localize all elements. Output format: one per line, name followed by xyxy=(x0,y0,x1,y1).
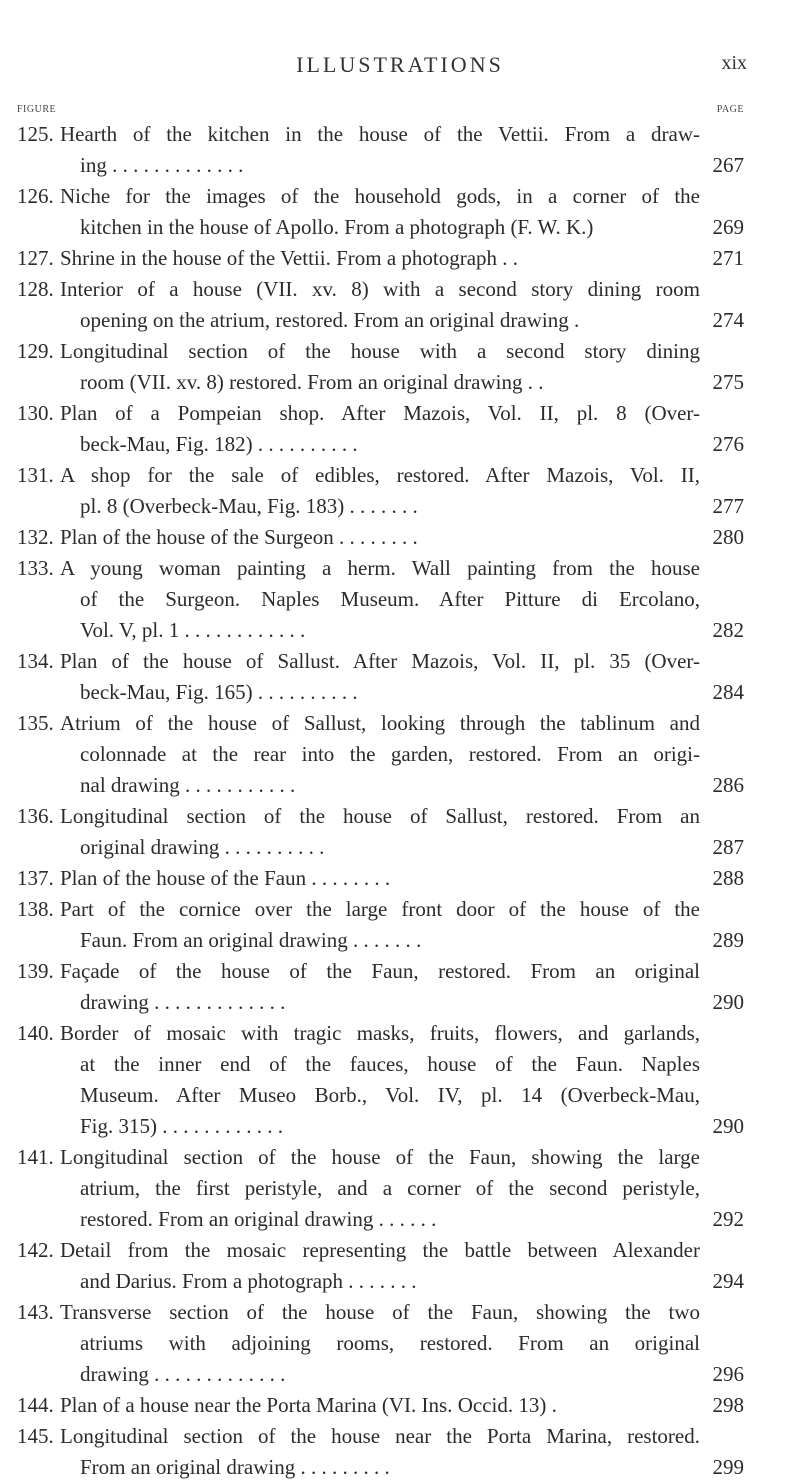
caption-line: Longitudinal section of the house with a second story dining xyxy=(60,339,700,363)
figure-caption xyxy=(60,863,700,894)
caption-line: Faun. From an original drawing . . . . . . . xyxy=(80,928,422,952)
caption-line: Longitudinal section of the house near the Porta Marina, restored. xyxy=(60,1424,700,1448)
illustrations-list xyxy=(0,119,800,1483)
list-item xyxy=(0,894,800,956)
figure-number: 137. xyxy=(17,866,54,890)
figure-number: 139. xyxy=(17,959,54,983)
figure-number: 131. xyxy=(17,463,54,487)
caption-line: Longitudinal section of the house of Sallust, restored. From an xyxy=(60,804,700,828)
caption-line: Atrium of the house of Sallust, looking through the tablinum and xyxy=(60,711,700,735)
figure-caption xyxy=(60,274,700,336)
running-header xyxy=(0,52,800,82)
caption-line: Detail from the mosaic representing the battle between Alexander xyxy=(60,1238,700,1262)
figure-caption xyxy=(60,553,700,646)
caption-line: Museum. After Museo Borb., Vol. IV, pl. 14 (Overbeck-Mau, xyxy=(80,1083,700,1107)
list-item xyxy=(0,708,800,801)
page-reference: 290 xyxy=(712,1114,744,1138)
list-item xyxy=(0,1421,800,1483)
figure-column-head: FIGURE xyxy=(17,104,57,115)
figure-number: 130. xyxy=(17,401,54,425)
figure-caption xyxy=(60,1421,700,1483)
figure-caption xyxy=(60,708,700,801)
figure-caption xyxy=(60,460,700,522)
caption-line: Façade of the house of the Faun, restored. From an original xyxy=(60,959,700,983)
list-item xyxy=(0,119,800,181)
running-title: ILLUSTRATIONS xyxy=(296,52,504,77)
figure-number: 140. xyxy=(17,1021,54,1045)
caption-line: From an original drawing . . . . . . . . . xyxy=(80,1455,390,1479)
caption-line: Part of the cornice over the large front door of the house of the xyxy=(60,897,700,921)
caption-line: Interior of a house (VII. xv. 8) with a second story dining room xyxy=(60,277,700,301)
list-item xyxy=(0,1142,800,1235)
caption-line: restored. From an original drawing . . . . . . xyxy=(80,1207,437,1231)
figure-number: 125. xyxy=(17,122,54,146)
figure-caption xyxy=(60,956,700,1018)
page-reference: 287 xyxy=(712,835,744,859)
caption-line: opening on the atrium, restored. From an original drawing . xyxy=(80,308,580,332)
page-reference: 280 xyxy=(712,525,744,549)
figure-caption xyxy=(60,801,700,863)
list-item xyxy=(0,181,800,243)
caption-line: Plan of the house of the Faun . . . . . . . . xyxy=(60,866,391,890)
page-reference: 276 xyxy=(712,432,744,456)
caption-line: Shrine in the house of the Vettii. From a photograph . . xyxy=(60,246,519,270)
caption-line: beck-Mau, Fig. 182) . . . . . . . . . . xyxy=(80,432,358,456)
caption-line: room (VII. xv. 8) restored. From an original drawing . . xyxy=(80,370,544,394)
figure-number: 133. xyxy=(17,556,54,580)
caption-line: Plan of the house of the Surgeon . . . . . . . . xyxy=(60,525,418,549)
list-item xyxy=(0,801,800,863)
figure-caption xyxy=(60,646,700,708)
caption-line: Longitudinal section of the house of the Faun, showing the large xyxy=(60,1145,700,1169)
figure-number: 145. xyxy=(17,1424,54,1448)
page-reference: 296 xyxy=(712,1362,744,1386)
figure-number: 136. xyxy=(17,804,54,828)
figure-number: 144. xyxy=(17,1393,54,1417)
caption-line: Plan of a Pompeian shop. After Mazois, Vol. II, pl. 8 (Over- xyxy=(60,401,700,425)
figure-caption xyxy=(60,1297,700,1390)
caption-line: Vol. V, pl. 1 . . . . . . . . . . . . xyxy=(80,618,306,642)
caption-line: atriums with adjoining rooms, restored. From an original xyxy=(80,1331,700,1355)
page-reference: 292 xyxy=(712,1207,744,1231)
caption-line: Niche for the images of the household gods, in a corner of the xyxy=(60,184,700,208)
caption-line: beck-Mau, Fig. 165) . . . . . . . . . . xyxy=(80,680,358,704)
list-item xyxy=(0,1297,800,1390)
list-item xyxy=(0,243,800,274)
caption-line: nal drawing . . . . . . . . . . . xyxy=(80,773,296,797)
figure-caption xyxy=(60,243,700,274)
list-item xyxy=(0,646,800,708)
caption-line: at the inner end of the fauces, house of the Faun. Naples xyxy=(80,1052,700,1076)
page-reference: 284 xyxy=(712,680,744,704)
caption-line: A young woman painting a herm. Wall painting from the house xyxy=(60,556,700,580)
list-item xyxy=(0,1390,800,1421)
page-reference: 290 xyxy=(712,990,744,1014)
page-reference: 271 xyxy=(712,246,744,270)
figure-caption xyxy=(60,1390,700,1421)
list-item xyxy=(0,398,800,460)
caption-line: and Darius. From a photograph . . . . . . . xyxy=(80,1269,417,1293)
caption-line: original drawing . . . . . . . . . . xyxy=(80,835,325,859)
figure-caption xyxy=(60,336,700,398)
list-item xyxy=(0,460,800,522)
caption-line: colonnade at the rear into the garden, restored. From an origi- xyxy=(80,742,700,766)
page-reference: 298 xyxy=(712,1393,744,1417)
page-reference: 267 xyxy=(712,153,744,177)
caption-line: drawing . . . . . . . . . . . . . xyxy=(80,990,286,1014)
page-reference: 289 xyxy=(712,928,744,952)
figure-number: 134. xyxy=(17,649,54,673)
figure-caption xyxy=(60,119,700,181)
caption-line: atrium, the first peristyle, and a corner of the second peristyle, xyxy=(80,1176,700,1200)
figure-number: 127. xyxy=(17,246,54,270)
caption-line: kitchen in the house of Apollo. From a photograph (F. W. K.) xyxy=(80,215,594,239)
caption-line: of the Surgeon. Naples Museum. After Pitture di Ercolano, xyxy=(80,587,700,611)
figure-caption xyxy=(60,522,700,553)
page-reference: 288 xyxy=(712,866,744,890)
list-item xyxy=(0,274,800,336)
caption-line: Hearth of the kitchen in the house of the Vettii. From a draw- xyxy=(60,122,700,146)
page-reference: 294 xyxy=(712,1269,744,1293)
list-item xyxy=(0,1018,800,1142)
page-reference: 299 xyxy=(712,1455,744,1479)
list-item xyxy=(0,336,800,398)
figure-number: 142. xyxy=(17,1238,54,1262)
figure-number: 132. xyxy=(17,525,54,549)
figure-number: 128. xyxy=(17,277,54,301)
list-item xyxy=(0,956,800,1018)
figure-caption xyxy=(60,1142,700,1235)
page-reference: 275 xyxy=(712,370,744,394)
figure-caption xyxy=(60,398,700,460)
caption-line: pl. 8 (Overbeck-Mau, Fig. 183) . . . . . . . xyxy=(80,494,418,518)
caption-line: Plan of the house of Sallust. After Mazois, Vol. II, pl. 35 (Over- xyxy=(60,649,700,673)
page-number: xix xyxy=(721,52,747,74)
caption-line: Border of mosaic with tragic masks, fruits, flowers, and garlands, xyxy=(60,1021,700,1045)
figure-number: 126. xyxy=(17,184,54,208)
figure-caption xyxy=(60,181,700,243)
page-reference: 282 xyxy=(712,618,744,642)
figure-number: 143. xyxy=(17,1300,54,1324)
list-item xyxy=(0,522,800,553)
caption-line: A shop for the sale of edibles, restored. After Mazois, Vol. II, xyxy=(60,463,700,487)
figure-number: 138. xyxy=(17,897,54,921)
page-reference: 269 xyxy=(712,215,744,239)
figure-caption xyxy=(60,1018,700,1142)
figure-caption xyxy=(60,894,700,956)
page-reference: 286 xyxy=(712,773,744,797)
caption-line: ing . . . . . . . . . . . . . xyxy=(80,153,244,177)
page-column-head: PAGE xyxy=(716,104,744,115)
page-reference: 274 xyxy=(712,308,744,332)
figure-caption xyxy=(60,1235,700,1297)
figure-number: 135. xyxy=(17,711,54,735)
list-item xyxy=(0,553,800,646)
figure-number: 141. xyxy=(17,1145,54,1169)
caption-line: drawing . . . . . . . . . . . . . xyxy=(80,1362,286,1386)
caption-line: Fig. 315) . . . . . . . . . . . . xyxy=(80,1114,284,1138)
page-reference: 277 xyxy=(712,494,744,518)
caption-line: Plan of a house near the Porta Marina (VI. Ins. Occid. 13) . xyxy=(60,1393,557,1417)
caption-line: Transverse section of the house of the Faun, showing the two xyxy=(60,1300,700,1324)
figure-number: 129. xyxy=(17,339,54,363)
list-item xyxy=(0,1235,800,1297)
list-item xyxy=(0,863,800,894)
